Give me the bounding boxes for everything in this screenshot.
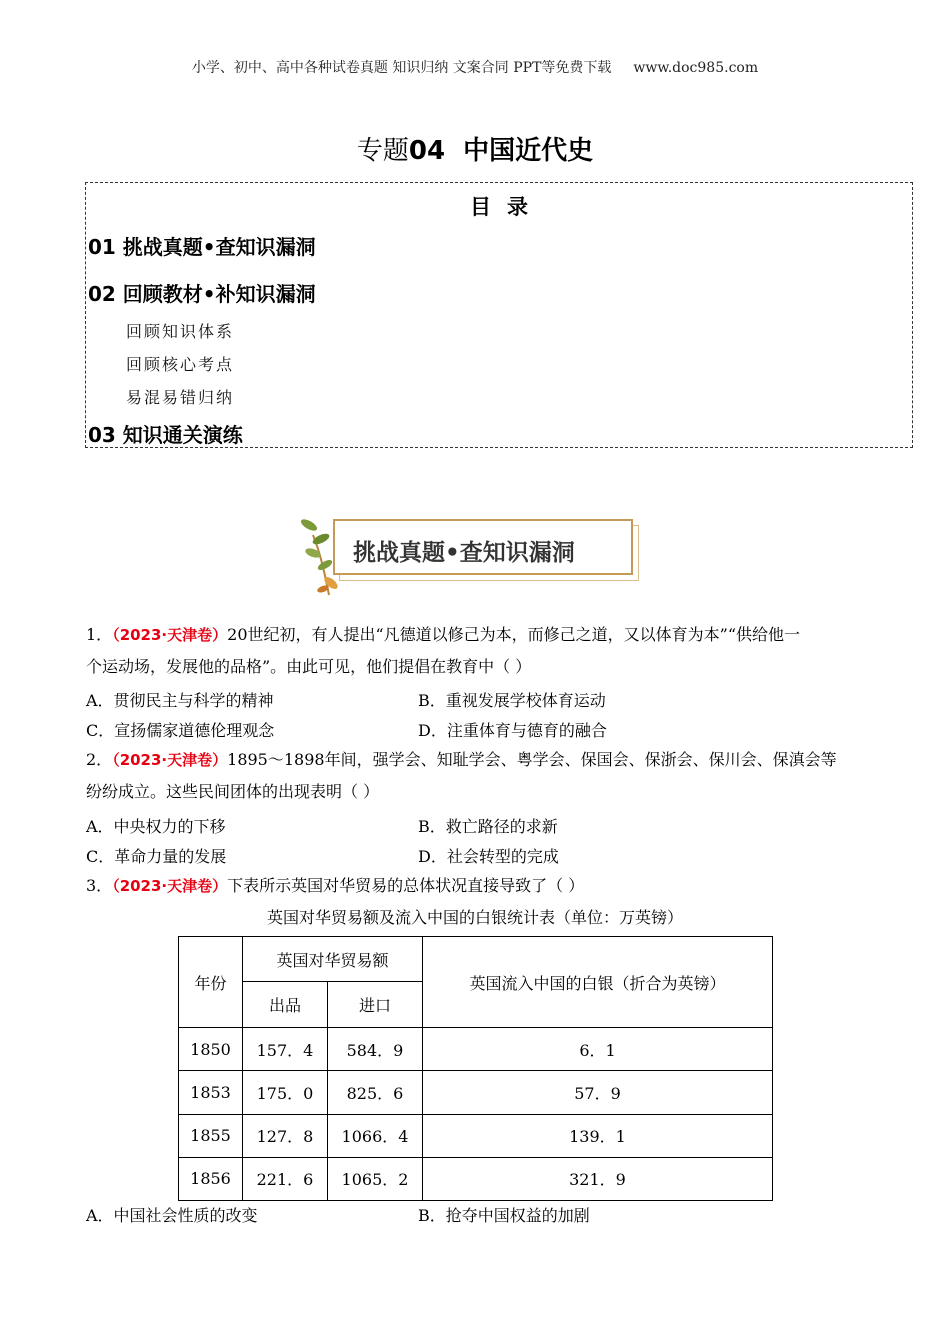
trade-table (178, 936, 773, 1201)
question-2-option-b[interactable]: B．救亡路径的求新 (418, 817, 558, 836)
question-2-stem (86, 744, 876, 776)
cell-year: 1856 (179, 1157, 243, 1200)
question-2-number: 2． (86, 750, 113, 769)
cell-year: 1850 (179, 1028, 243, 1071)
cell-export: 127．8 (243, 1114, 328, 1157)
table-row (179, 1114, 773, 1157)
header-url[interactable]: www.doc985.com (633, 60, 759, 76)
toc-subitem-knowledge-system[interactable]: 回顾知识体系 (126, 322, 235, 341)
question-2-source-tag: （2023·天津卷） (112, 751, 228, 769)
cell-import: 1065．2 (328, 1157, 423, 1200)
header-text: 小学、初中、高中各种试卷真题 知识归纳 文案合同 PPT等免费下载 (191, 60, 612, 76)
cell-silver: 139．1 (423, 1114, 773, 1157)
document-title (0, 130, 950, 167)
question-3-stem-line1: 下表所示英国对华贸易的总体状况直接导致了（ ） (227, 876, 585, 895)
toc-item-01[interactable]: 01 挑战真题•查知识漏洞 (88, 235, 316, 259)
header-trade-volume: 英国对华贸易额 (243, 937, 423, 982)
section-banner (295, 515, 640, 600)
question-3-stem (86, 870, 876, 902)
question-2-option-a[interactable]: A．中央权力的下移 (86, 817, 226, 836)
question-1-number: 1． (86, 625, 113, 644)
page-header (0, 57, 950, 77)
title-subject: 中国近代史 (463, 136, 594, 166)
header-silver-inflow: 英国流入中国的白银（折合为英镑） (423, 937, 773, 1028)
cell-export: 175．0 (243, 1071, 328, 1114)
cell-silver: 321．9 (423, 1157, 773, 1200)
question-3-option-a[interactable]: A．中国社会性质的改变 (86, 1206, 258, 1225)
toc-heading: 目录 (470, 195, 544, 219)
title-prefix: 专题 (356, 136, 409, 166)
question-3-option-b[interactable]: B．抢夺中国权益的加剧 (418, 1206, 590, 1225)
cell-export: 221．6 (243, 1157, 328, 1200)
toc-item-03[interactable]: 03 知识通关演练 (88, 423, 243, 447)
cell-silver: 57．9 (423, 1071, 773, 1114)
cell-year: 1855 (179, 1114, 243, 1157)
question-2 (86, 744, 876, 808)
table-row (179, 1071, 773, 1114)
table-row (179, 1157, 773, 1200)
header-import: 进口 (328, 982, 423, 1028)
question-1-option-a[interactable]: A．贯彻民主与科学的精神 (86, 691, 274, 710)
cell-import: 825．6 (328, 1071, 423, 1114)
question-1-option-d[interactable]: D．注重体育与德育的融合 (418, 721, 607, 740)
question-3-number: 3． (86, 876, 113, 895)
banner-label: 挑战真题•查知识漏洞 (353, 540, 575, 566)
question-2-option-c[interactable]: C．革命力量的发展 (86, 847, 227, 866)
question-1-stem-line2: 个运动场，发展他的品格”。由此可见，他们提倡在教育中（ ） (86, 657, 532, 676)
question-1-stem-line1: 20世纪初，有人提出“凡德道以修己为本，而修己之道，又以体育为本”“供给他一 (227, 625, 801, 644)
question-2-stem-line1: 1895～1898年间，强学会、知耻学会、粤学会、保国会、保浙会、保川会、保滇会等 (227, 750, 837, 769)
table-of-contents (85, 182, 913, 448)
toc-subitem-error-summary[interactable]: 易混易错归纳 (126, 388, 235, 407)
question-2-stem-line2: 纷纷成立。这些民间团体的出现表明（ ） (86, 782, 380, 801)
question-1-option-c[interactable]: C．宣扬儒家道德伦理观念 (86, 721, 275, 740)
cell-export: 157．4 (243, 1028, 328, 1071)
question-1-option-b[interactable]: B．重视发展学校体育运动 (418, 691, 606, 710)
header-year: 年份 (179, 937, 243, 1028)
table-row (179, 1028, 773, 1071)
question-1-source-tag: （2023·天津卷） (112, 626, 228, 644)
toc-subitem-core-points[interactable]: 回顾核心考点 (126, 355, 235, 374)
question-3-source-tag: （2023·天津卷） (112, 877, 228, 895)
question-2-option-d[interactable]: D．社会转型的完成 (418, 847, 559, 866)
question-1-stem (86, 619, 876, 651)
question-3 (86, 870, 876, 902)
cell-year: 1853 (179, 1071, 243, 1114)
cell-import: 584．9 (328, 1028, 423, 1071)
cell-import: 1066．4 (328, 1114, 423, 1157)
question-1 (86, 619, 876, 683)
title-number: 04 (408, 136, 446, 166)
header-export: 出品 (243, 982, 328, 1028)
cell-silver: 6．1 (423, 1028, 773, 1071)
toc-item-02[interactable]: 02 回顾教材•补知识漏洞 (88, 282, 316, 306)
table-caption: 英国对华贸易额及流入中国的白银统计表（单位：万英镑） (266, 908, 683, 927)
